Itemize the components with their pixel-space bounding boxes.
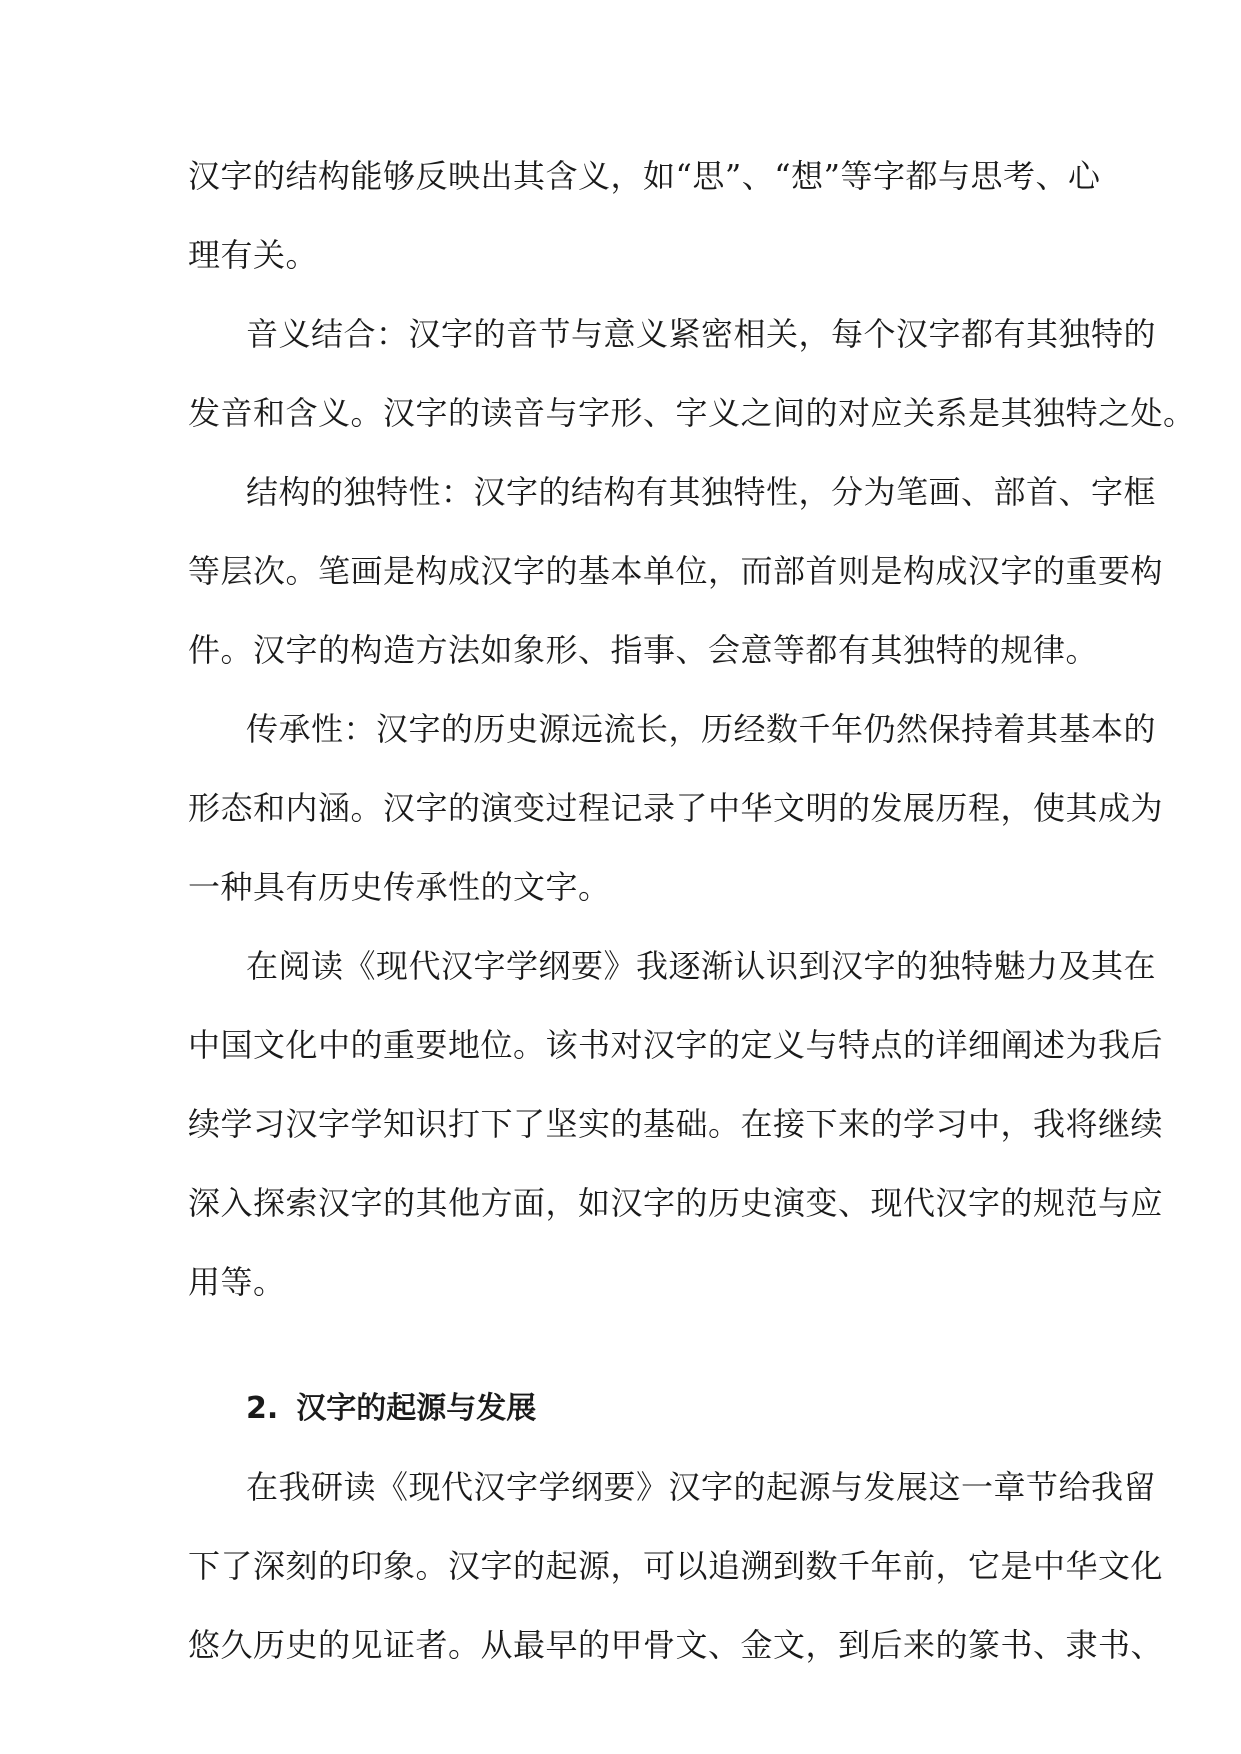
- text-line: 续学习汉字学知识打下了坚实的基础。在接下来的学习中，我将继续: [188, 1105, 1164, 1143]
- paragraph-continued: [188, 137, 1101, 295]
- paragraph-reading: [188, 927, 1164, 1322]
- text-line: 结构的独特性：汉字的结构有其独特性，分为笔画、部首、字框: [246, 473, 1157, 511]
- text-line: 悠久历史的见证者。从最早的甲骨文、金文，到后来的篆书、隶书、: [188, 1626, 1164, 1664]
- text-line: 在我研读《现代汉字学纲要》汉字的起源与发展这一章节给我留: [246, 1468, 1157, 1506]
- text-line: 理有关。: [188, 236, 319, 274]
- text-line: 一种具有历史传承性的文字。: [188, 868, 611, 906]
- text-line: 汉字的结构能够反映出其含义，如“思”、“想”等字都与思考、心: [188, 157, 1101, 195]
- text-line: 传承性：汉字的历史源远流长，历经数千年仍然保持着其基本的: [246, 710, 1157, 748]
- text-line: 等层次。笔画是构成汉字的基本单位，而部首则是构成汉字的重要构: [188, 552, 1164, 590]
- text-line: 发音和含义。汉字的读音与字形、字义之间的对应关系是其独特之处。: [188, 394, 1196, 432]
- section-number: 2.: [246, 1391, 279, 1426]
- section-title: 汉字的起源与发展: [296, 1391, 537, 1426]
- text-line: 中国文化中的重要地位。该书对汉字的定义与特点的详细阐述为我后: [188, 1026, 1164, 1064]
- text-line: 下了深刻的印象。汉字的起源，可以追溯到数千年前，它是中华文化: [188, 1547, 1164, 1585]
- text-line: 形态和内涵。汉字的演变过程记录了中华文明的发展历程，使其成为: [188, 789, 1164, 827]
- text-line: 件。汉字的构造方法如象形、指事、会意等都有其独特的规律。: [188, 631, 1099, 669]
- text-line: 用等。: [188, 1263, 286, 1301]
- text-line: 深入探索汉字的其他方面，如汉字的历史演变、现代汉字的规范与应: [188, 1184, 1164, 1222]
- section-heading: [188, 1369, 1052, 1448]
- paragraph-sound-meaning: [188, 295, 1196, 453]
- text-column: [188, 137, 1196, 1685]
- text-line: 音义结合：汉字的音节与意义紧密相关，每个汉字都有其独特的: [246, 315, 1157, 353]
- paragraph-origin: [188, 1448, 1164, 1685]
- text-line: 在阅读《现代汉字学纲要》我逐渐认识到汉字的独特魅力及其在: [246, 947, 1157, 985]
- paragraph-heritage: [188, 690, 1164, 927]
- paragraph-structure: [188, 453, 1164, 690]
